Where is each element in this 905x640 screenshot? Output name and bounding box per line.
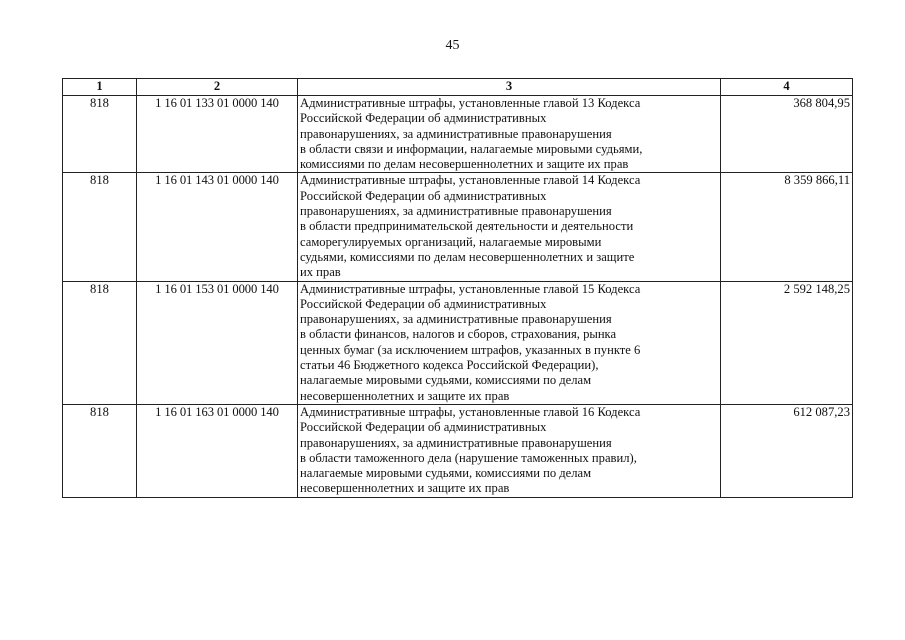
- page-number: 45: [445, 38, 460, 53]
- description-line: несовершеннолетних и защите их прав: [300, 481, 510, 496]
- table-row: [63, 173, 853, 281]
- table-header: [63, 79, 853, 96]
- column-header-2: 2: [137, 79, 298, 96]
- description-line: Административные штрафы, установленные главой 15 Кодекса: [300, 281, 641, 296]
- description-line: правонарушениях, за административные правонарушения: [300, 435, 612, 450]
- budget-classification-code-cell: 1 16 01 153 01 0000 140: [137, 281, 298, 404]
- description-line: Российской Федерации об административных: [300, 188, 547, 203]
- description-line: Российской Федерации об административных: [300, 111, 547, 126]
- admin-code-cell: 818: [63, 173, 137, 281]
- amount-cell: 612 087,23: [721, 404, 853, 497]
- column-header-3: 3: [298, 79, 721, 96]
- description-line: в области предпринимательской деятельности и деятельности: [300, 219, 634, 234]
- admin-code-cell: 818: [63, 281, 137, 404]
- description-line: Административные штрафы, установленные главой 16 Кодекса: [300, 404, 641, 419]
- table-row: [63, 96, 853, 173]
- amount-cell: 2 592 148,25: [721, 281, 853, 404]
- description-line: их прав: [300, 265, 341, 280]
- description-cell: [298, 404, 721, 497]
- description-line: Российской Федерации об административных: [300, 420, 547, 435]
- description-line: ценных бумаг (за исключением штрафов, указанных в пункте 6: [300, 342, 641, 357]
- description-line: судьями, комиссиями по делам несовершеннолетних и защите: [300, 249, 635, 264]
- budget-classification-code-cell: 1 16 01 133 01 0000 140: [137, 96, 298, 173]
- table-body: [63, 96, 853, 498]
- budget-classification-code-cell: 1 16 01 143 01 0000 140: [137, 173, 298, 281]
- description-line: статьи 46 Бюджетного кодекса Российской Федерации),: [300, 358, 599, 373]
- description-line: правонарушениях, за административные правонарушения: [300, 312, 612, 327]
- admin-code-cell: 818: [63, 96, 137, 173]
- header-row: [63, 79, 853, 96]
- description-line: Административные штрафы, установленные главой 14 Кодекса: [300, 173, 641, 188]
- description-cell: [298, 281, 721, 404]
- budget-classification-code-cell: 1 16 01 163 01 0000 140: [137, 404, 298, 497]
- budget-table: [62, 78, 853, 498]
- description-line: Российской Федерации об административных: [300, 296, 547, 311]
- description-line: саморегулируемых организаций, налагаемые мировыми: [300, 234, 602, 249]
- table-row: [63, 404, 853, 497]
- description-line: Административные штрафы, установленные главой 13 Кодекса: [300, 96, 641, 110]
- description-line: налагаемые мировыми судьями, комиссиями по делам: [300, 373, 592, 388]
- description-line: налагаемые мировыми судьями, комиссиями по делам: [300, 466, 592, 481]
- table-row: [63, 281, 853, 404]
- description-cell: [298, 173, 721, 281]
- description-cell: [298, 96, 721, 173]
- description-line: в области связи и информации, налагаемые мировыми судьями,: [300, 141, 643, 156]
- description-line: комиссиями по делам несовершеннолетних и защите их прав: [300, 157, 629, 172]
- description-line: в области финансов, налогов и сборов, страхования, рынка: [300, 327, 617, 342]
- description-line: правонарушениях, за административные правонарушения: [300, 204, 612, 219]
- description-line: несовершеннолетних и защите их прав: [300, 388, 510, 403]
- description-line: в области таможенного дела (нарушение таможенных правил),: [300, 450, 637, 465]
- column-header-4: 4: [721, 79, 853, 96]
- amount-cell: 8 359 866,11: [721, 173, 853, 281]
- column-header-1: 1: [63, 79, 137, 96]
- amount-cell: 368 804,95: [721, 96, 853, 173]
- description-line: правонарушениях, за административные правонарушения: [300, 126, 612, 141]
- admin-code-cell: 818: [63, 404, 137, 497]
